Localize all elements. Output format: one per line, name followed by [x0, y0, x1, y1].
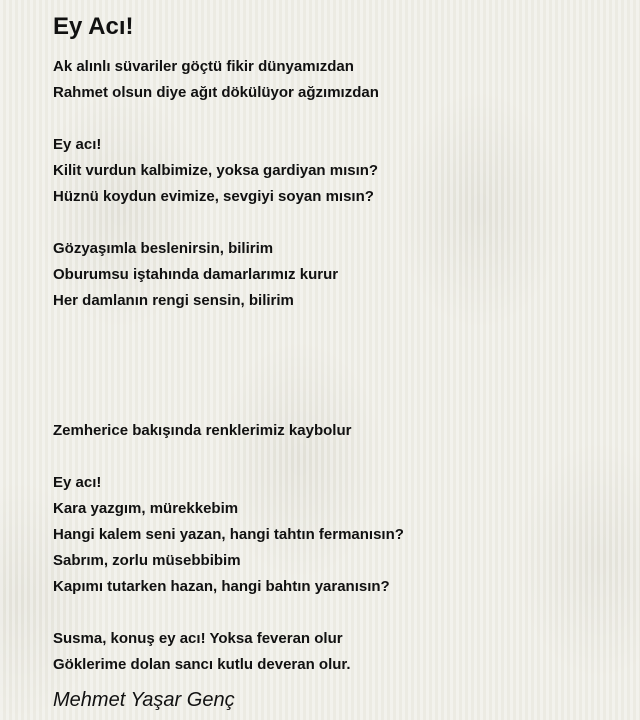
poem-line: Her damlanın rengi sensin, bilirim: [53, 292, 294, 309]
poem-line: Zemherice bakışında renklerimiz kaybolur: [53, 422, 352, 439]
poem-blank-line: [53, 210, 613, 236]
poem-line: Gözyaşımla beslenirsin, bilirim: [53, 240, 274, 257]
poem-container: [53, 12, 613, 713]
poem-line: Ey acı!: [53, 136, 102, 153]
poem-line: Ak alınlı süvariler göçtü fikir dünyamızdan: [53, 58, 354, 75]
poem-line: Kara yazgım, mürekkebim: [53, 500, 239, 517]
poem-body: [53, 54, 613, 678]
poem-line: Sabrım, zorlu müsebbibim: [53, 552, 241, 569]
poem-line: Hüznü koydun evimize, sevgiyi soyan mısın?: [53, 188, 374, 205]
poem-blank-line: [53, 366, 613, 392]
poem-line: Oburumsu iştahında damarlarımız kurur: [53, 266, 339, 283]
poem-title: Ey Acı!: [53, 13, 134, 40]
poem-line: Ey acı!: [53, 474, 102, 491]
poem-blank-line: [53, 106, 613, 132]
poem-blank-line: [53, 314, 613, 340]
poem-blank-line: [53, 392, 613, 418]
poem-line: Kapımı tutarken hazan, hangi bahtın yaranısın?: [53, 578, 390, 595]
poem-author: Mehmet Yaşar Genç: [53, 689, 235, 711]
poem-blank-line: [53, 340, 613, 366]
poem-blank-line: [53, 444, 613, 470]
poem-line: Rahmet olsun diye ağıt dökülüyor ağzımızdan: [53, 84, 379, 101]
poem-line: Kilit vurdun kalbimize, yoksa gardiyan mısın?: [53, 162, 379, 179]
poem-blank-line: [53, 600, 613, 626]
poem-line: Hangi kalem seni yazan, hangi tahtın fermanısın?: [53, 526, 404, 543]
poem-line: Göklerime dolan sancı kutlu deveran olur.: [53, 656, 351, 673]
poem-line: Susma, konuş ey acı! Yoksa feveran olur: [53, 630, 343, 647]
